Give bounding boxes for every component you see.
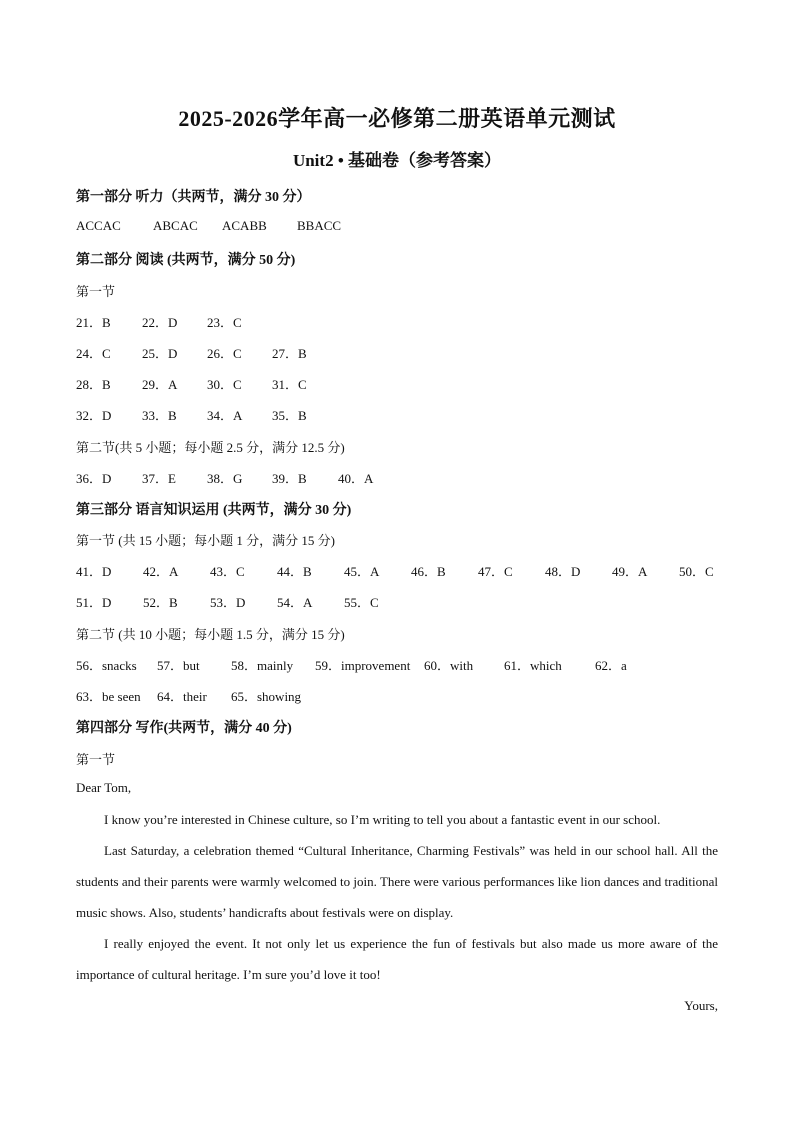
part3-heading: 第三部分 语言知识运用 (共两节，满分 30 分) bbox=[76, 503, 352, 518]
answer-row bbox=[76, 686, 301, 705]
answer-group: ABCAC bbox=[153, 218, 198, 233]
answer-item: 45．A bbox=[344, 564, 380, 579]
answer-item: 60．with bbox=[424, 658, 474, 673]
answer-item: 52．B bbox=[143, 595, 178, 610]
letter-paragraph-3: I really enjoyed the event. It not only let us experience the fun of festivals but also made us more aware of the importance of cultural heritage. I’m sure you’d love it too! bbox=[76, 936, 718, 982]
part3-section2-label: 第二节 (共 10 小题；每小题 1.5 分，满分 15 分) bbox=[76, 627, 345, 642]
answer-item: 54．A bbox=[277, 595, 313, 610]
answer-item: 42．A bbox=[143, 564, 179, 579]
answer-item: 64．their bbox=[157, 689, 207, 704]
answer-item: 23．C bbox=[207, 315, 242, 330]
part3-section1-label: 第一节 (共 15 小题；每小题 1 分，满分 15 分) bbox=[76, 533, 335, 548]
answer-item: 25．D bbox=[142, 346, 178, 361]
answer-item: 43．C bbox=[210, 564, 245, 579]
answer-item: 36．D bbox=[76, 471, 112, 486]
answer-row bbox=[76, 468, 373, 487]
answer-item: 38．G bbox=[207, 471, 243, 486]
answer-item: 28．B bbox=[76, 377, 111, 392]
answer-group: BBACC bbox=[297, 218, 342, 233]
part1-heading: 第一部分 听力（共两节，满分 30 分） bbox=[76, 190, 311, 205]
answer-row bbox=[76, 312, 242, 331]
answer-row bbox=[76, 343, 307, 362]
answer-item: 61．which bbox=[504, 658, 562, 673]
answer-item: 34．A bbox=[207, 408, 243, 423]
answer-item: 65．showing bbox=[231, 689, 302, 704]
answer-item: 46．B bbox=[411, 564, 446, 579]
page-subtitle: Unit2 • 基础卷（参考答案） bbox=[292, 151, 502, 170]
answer-item: 51．D bbox=[76, 595, 112, 610]
answer-item: 27．B bbox=[272, 346, 307, 361]
answer-item: 26．C bbox=[207, 346, 242, 361]
answer-item: 33．B bbox=[142, 408, 177, 423]
part4-section1-label: 第一节 bbox=[76, 752, 116, 767]
answer-item: 32．D bbox=[76, 408, 112, 423]
answer-group: ACCAC bbox=[76, 218, 121, 233]
answer-item: 49．A bbox=[612, 564, 648, 579]
answer-item: 50．C bbox=[679, 564, 714, 579]
part2-section2-label: 第二节(共 5 小题；每小题 2.5 分，满分 12.5 分) bbox=[76, 440, 345, 455]
answer-item: 24．C bbox=[76, 346, 111, 361]
answer-row bbox=[76, 405, 307, 424]
letter-closing: Yours, bbox=[684, 998, 718, 1013]
letter-paragraph-2: Last Saturday, a celebration themed “Cultural Inheritance, Charming Festivals” was held in our school hall. All the students and their parents were warmly welcomed to join. There were various performances like lion dances and traditional music shows. Also, students’ handicrafts about festivals were on display. bbox=[76, 843, 718, 920]
part1-answers bbox=[76, 218, 341, 234]
answer-item: 29．A bbox=[142, 377, 178, 392]
answer-item: 21．B bbox=[76, 315, 111, 330]
answer-group: ACABB bbox=[222, 218, 267, 233]
answer-item: 55．C bbox=[344, 595, 379, 610]
answer-item: 22．D bbox=[142, 315, 178, 330]
answer-item: 40．A bbox=[338, 471, 374, 486]
answer-row bbox=[76, 374, 307, 393]
answer-row bbox=[76, 592, 379, 611]
letter-paragraph-1: I know you’re interested in Chinese culture, so I’m writing to tell you about a fantastic event in our school. bbox=[104, 812, 661, 827]
answer-item: 59．improvement bbox=[315, 658, 411, 673]
answer-item: 39．B bbox=[272, 471, 307, 486]
answer-item: 31．C bbox=[272, 377, 307, 392]
answer-item: 63．be seen bbox=[76, 689, 141, 704]
answer-item: 30．C bbox=[207, 377, 242, 392]
part2-heading: 第二部分 阅读 (共两节，满分 50 分) bbox=[76, 253, 296, 268]
answer-row bbox=[76, 655, 627, 674]
part4-heading: 第四部分 写作(共两节，满分 40 分) bbox=[76, 721, 292, 736]
answer-item: 53．D bbox=[210, 595, 246, 610]
part2-section1-label: 第一节 bbox=[76, 284, 116, 299]
answer-item: 35．B bbox=[272, 408, 307, 423]
answer-item: 41．D bbox=[76, 564, 112, 579]
answer-item: 47．C bbox=[478, 564, 513, 579]
answer-item: 44．B bbox=[277, 564, 312, 579]
answer-row bbox=[76, 561, 714, 580]
answer-item: 57．but bbox=[157, 658, 200, 673]
answer-item: 37．E bbox=[142, 471, 176, 486]
answer-item: 48．D bbox=[545, 564, 581, 579]
letter-greeting: Dear Tom, bbox=[76, 780, 132, 795]
answer-item: 62．a bbox=[595, 658, 627, 673]
page-title: 2025-2026学年高一必修第二册英语单元测试 bbox=[178, 106, 616, 131]
answer-item: 56．snacks bbox=[76, 658, 137, 673]
answer-item: 58．mainly bbox=[231, 658, 294, 673]
